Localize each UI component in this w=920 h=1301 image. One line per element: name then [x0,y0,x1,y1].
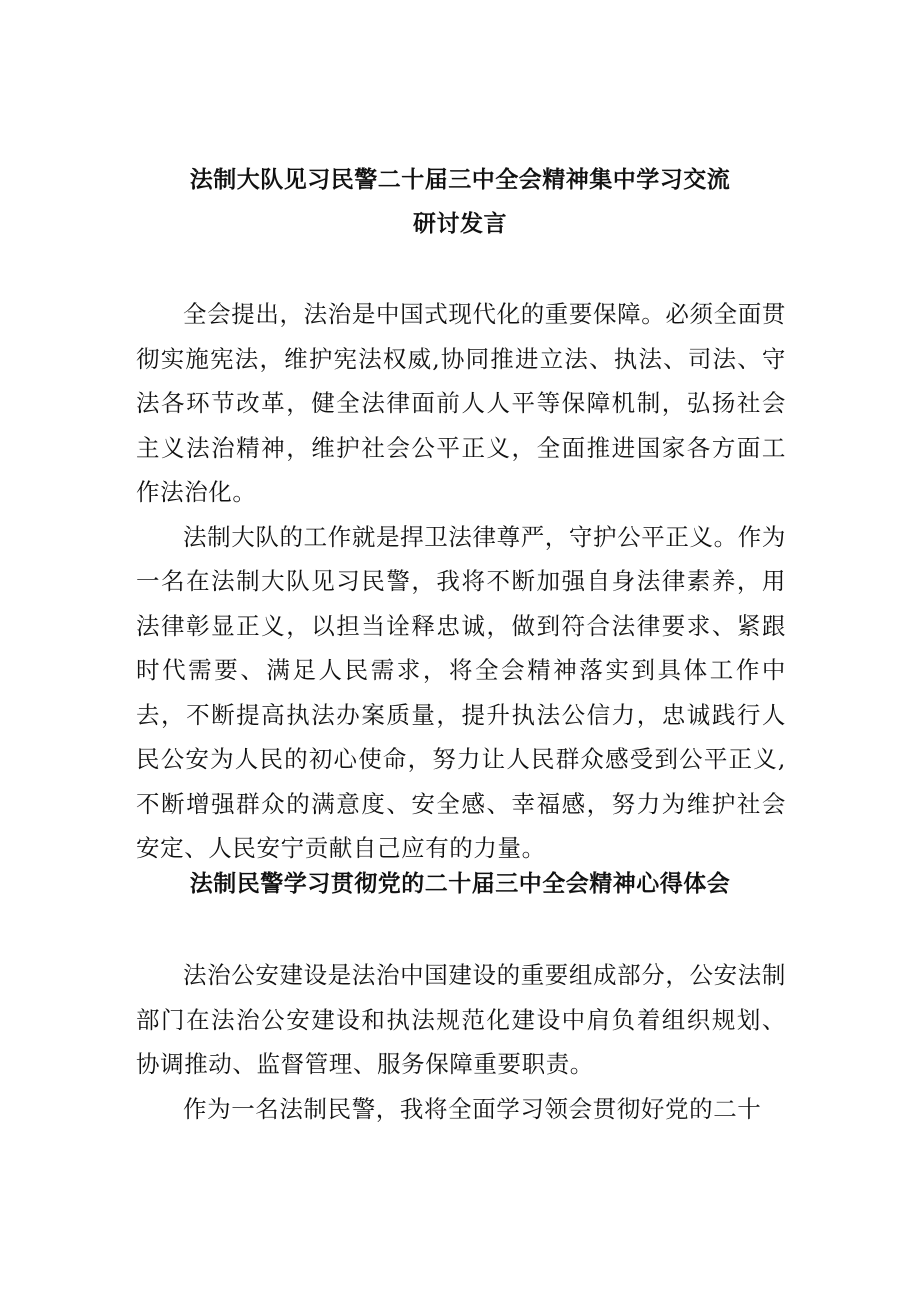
section1-title-line1: 法制大队见习民警二十届三中全会精神集中学习交流 [189,167,731,193]
section1-paragraph-1: 全会提出，法治是中国式现代化的重要保障。必须全面贯彻实施宪法，维护宪法权威,协同推进立法、执法、司法、守法各环节改革，健全法律面前人人平等保障机制，弘扬社会主义法治精神，维护社会公平正义，全面推进国家各方面工作法治化。 [136,300,786,506]
section1-paragraph-2: 法制大队的工作就是捍卫法律尊严，守护公平正义。作为一名在法制大队见习民警，我将不断加强自身法律素养，用法律彰显正义，以担当诠释忠诚，做到符合法律要求、紧跟时代需要、满足人民需求，将全会精神落实到具体工作中去，不断提高执法办案质量，提升执法公信力，忠诚践行人民公安为人民的初心使命，努力让人民群众感受到公平正义,不断增强群众的满意度、安全感、幸福感，努力为维护社会安定、人民安宁贡献自己应有的力量。 [136,522,786,862]
section1-title-line2: 研讨发言 [413,211,507,237]
section1-title [0,158,920,246]
section2-paragraph-2: 作为一名法制民警，我将全面学习领会贯彻好党的二十 [183,1094,762,1123]
section2-title [0,862,920,906]
section2-body [136,953,786,1131]
section1-body [136,292,786,871]
section2-title-line: 法制民警学习贯彻党的二十届三中全会精神心得体会 [189,871,731,897]
section2-paragraph-1: 法治公安建设是法治中国建设的重要组成部分，公安法制部门在法治公安建设和执法规范化建设中肩负着组织规划、协调推动、监督管理、服务保障重要职责。 [136,961,786,1078]
